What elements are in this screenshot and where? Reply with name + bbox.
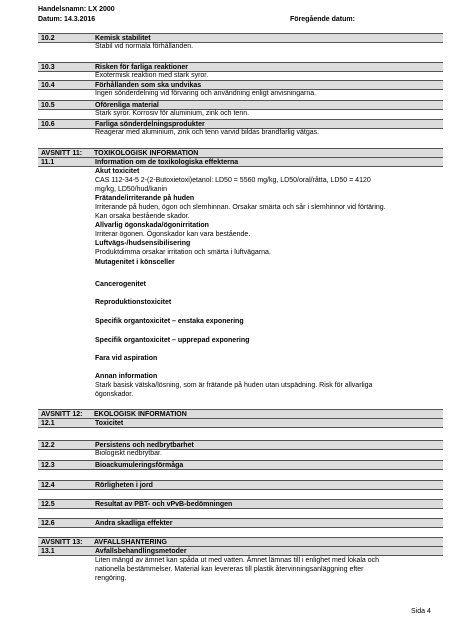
- section-title: Kemisk stabilitet: [95, 35, 151, 42]
- section-title: Andra skadliga effekter: [95, 520, 173, 527]
- stot-single-heading: Specifik organtoxicitet – enstaka exponering: [95, 318, 244, 325]
- other-information-text-2: ögonskador.: [95, 391, 134, 398]
- section-number: 12.5: [41, 501, 55, 508]
- section-title: Resultat av PBT- och vPvB-bedömningen: [95, 501, 233, 508]
- section-title: Persistens och nedbrytbarhet: [95, 442, 194, 449]
- section-number: 10.2: [41, 35, 55, 42]
- skin-corrosion-heading: Frätande/irriterande på huden: [95, 195, 195, 202]
- section-number: AVSNITT 12:: [41, 411, 83, 418]
- other-information-text-1: Stark basisk vätska/lösning, som är frätande på huden utan utspädning. Risk för allvarliga: [95, 382, 373, 389]
- sensitisation-text: Produktdimma orsakar irritation och smärta i luftvägarna.: [95, 249, 271, 256]
- page-number: Sida 4: [411, 608, 431, 615]
- section-number: AVSNITT 13:: [41, 539, 83, 546]
- section-number: AVSNITT 11:: [41, 150, 83, 157]
- section-number: 10.3: [41, 64, 55, 71]
- reproductive-toxicity-heading: Reproduktionstoxicitet: [95, 299, 172, 306]
- document-date: Datum: 14.3.2016: [38, 16, 96, 23]
- section-10-6-text: Reagerar med aluminium, zink och tenn varvid bildas brandfarlig vätgas.: [95, 129, 320, 136]
- aspiration-hazard-heading: Fara vid aspiration: [95, 355, 158, 362]
- section-12-3-heading: [38, 460, 443, 470]
- section-number: 10.4: [41, 82, 55, 89]
- section-13-1-text-3: rengöring.: [95, 575, 127, 582]
- section-12-2-text: Biologiskt nedbrytbar.: [95, 450, 162, 457]
- section-title: Risken för farliga reaktioner: [95, 64, 188, 71]
- sensitisation-heading: Luftvägs-/hudsensibilisering: [95, 240, 191, 247]
- section-13-1-text-2: nationella bestämmelser. Material kan levereras till plastik återvinningsanläggning efter: [95, 566, 364, 573]
- section-12-1-heading: [38, 418, 443, 428]
- eye-damage-heading: Allvarlig ögonskada/ögonirritation: [95, 222, 209, 229]
- section-number: 11.1: [41, 159, 55, 166]
- eye-damage-text: Irriterar ögonen. Ögonskador kan vara bestående.: [95, 231, 251, 238]
- skin-corrosion-text-1: Irriterande på huden, ögon och slemhinnan. Orsakar smärta och sår i slemhinnor vid förtäring.: [95, 204, 386, 211]
- section-title: TOXIKOLOGISK INFORMATION: [94, 150, 199, 157]
- section-10-5-heading: [38, 100, 443, 110]
- section-number: 12.2: [41, 442, 55, 449]
- section-13-1-text-1: Liten mängd av ämnet kan spåda ut med vatten. Ämnet lämnas till i enlighet med lokala och: [95, 557, 380, 564]
- section-10-4-text: Ingen sönderdelning vid förvaring och användning enligt anvisningarna.: [95, 90, 317, 97]
- section-10-2-text: Stabil vid normala förhållanden.: [95, 43, 194, 50]
- stot-repeated-heading: Specifik organtoxicitet – upprepad exponering: [95, 337, 250, 344]
- section-title: AVFALLSHANTERING: [94, 539, 167, 546]
- skin-corrosion-text-2: Kan orsaka bestående skador.: [95, 213, 190, 220]
- section-title: Avfallsbehandlingsmetoder: [95, 548, 187, 555]
- section-10-2-heading: [38, 33, 443, 43]
- acute-toxicity-text-2: mg/kg, LD50/hud/kanin: [95, 186, 167, 193]
- section-10-5-text: Stark syror. Korrosiv för aluminium, zink och tenn.: [95, 110, 250, 117]
- section-title: EKOLOGISK INFORMATION: [94, 411, 187, 418]
- other-information-heading: Annan information: [95, 373, 158, 380]
- section-12-5-heading: [38, 499, 443, 509]
- section-number: 12.6: [41, 520, 55, 527]
- previous-date: Föregående datum:: [290, 16, 355, 23]
- product-name: Handelsnamn: LX 2000: [38, 6, 115, 13]
- section-number: 13.1: [41, 548, 55, 555]
- section-title: Rörligheten i jord: [95, 482, 153, 489]
- section-12-6-heading: [38, 518, 443, 528]
- section-number: 12.3: [41, 462, 55, 469]
- section-number: 12.4: [41, 482, 55, 489]
- section-title: Information om de toxikologiska effekterna: [95, 159, 239, 166]
- carcinogenicity-heading: Cancerogenitet: [95, 281, 146, 288]
- mutagenicity-heading: Mutagenitet i könsceller: [95, 259, 175, 266]
- section-number: 12.1: [41, 420, 55, 427]
- section-10-3-heading: [38, 62, 443, 72]
- section-10-6-heading: [38, 119, 443, 129]
- section-10-4-heading: [38, 80, 443, 90]
- acute-toxicity-text-1: CAS 112-34-5 2-(2-Butoxietoxi)etanol: LD50 = 5560 mg/kg, LD50/oral/råtta, LD50 = 4120: [95, 177, 371, 184]
- section-title: Farliga sönderdelningsprodukter: [95, 121, 205, 128]
- acute-toxicity-heading: Akut toxicitet: [95, 168, 140, 175]
- section-13-1-heading: [38, 546, 443, 556]
- section-10-3-text: Exotermisk reaktion med stark syror.: [95, 72, 209, 79]
- section-12-4-heading: [38, 480, 443, 490]
- section-title: Bioackumuleringsförmåga: [95, 462, 184, 469]
- section-title: Toxicitet: [95, 420, 124, 427]
- section-12-2-heading: [38, 440, 443, 450]
- section-title: Oförenliga material: [95, 102, 159, 109]
- section-number: 10.6: [41, 121, 55, 128]
- section-title: Förhållanden som ska undvikas: [95, 82, 202, 89]
- section-11-1-heading: [38, 157, 443, 167]
- section-number: 10.5: [41, 102, 55, 109]
